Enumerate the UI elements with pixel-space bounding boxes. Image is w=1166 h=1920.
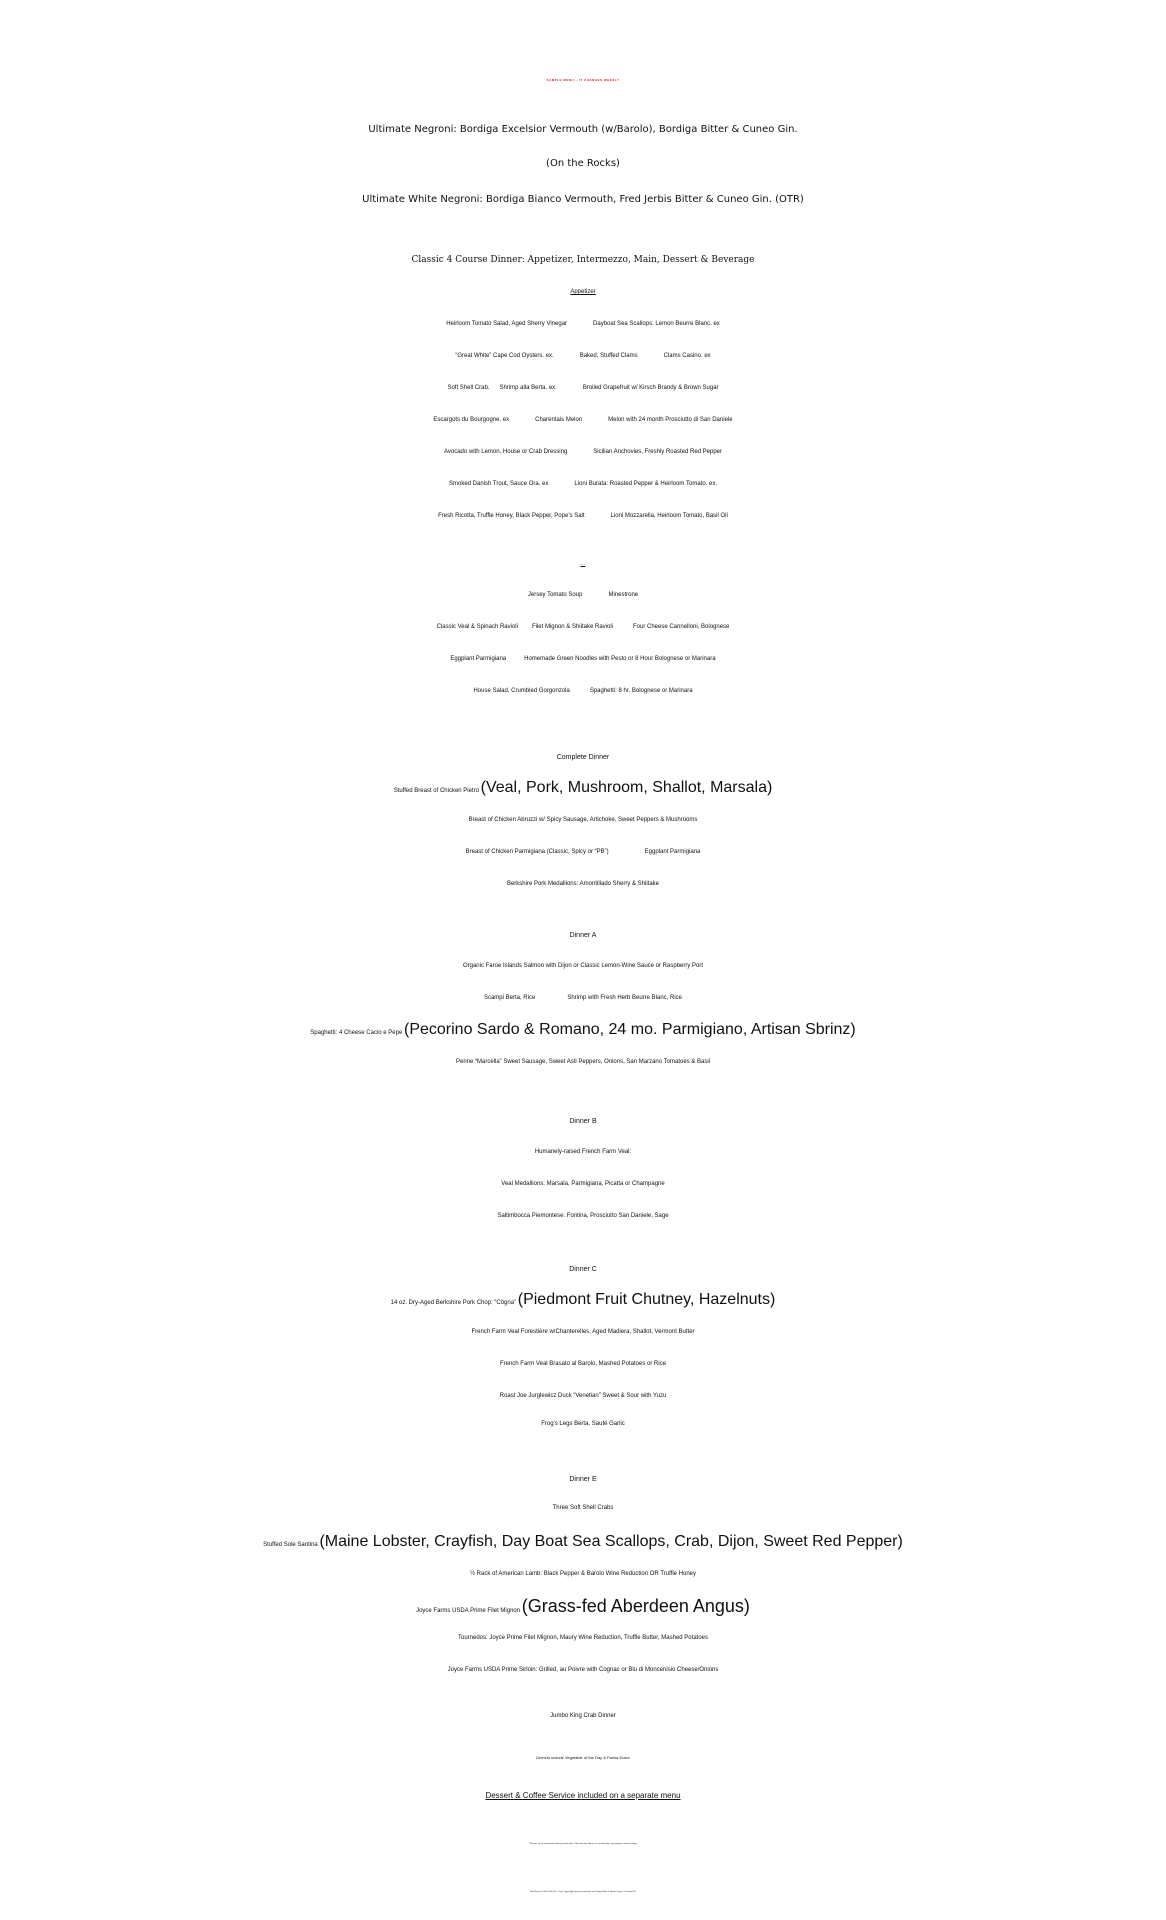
dish-name: Breast of Chicken Parmigiana (Classic, Spicy or “PB”) bbox=[465, 849, 609, 855]
menu-item: Lioni Burata: Roasted Pepper & Heirloom Tomato. ex. bbox=[574, 481, 718, 487]
appetizer-heading: Appetizer bbox=[570, 289, 596, 295]
menu-item: Berkshire Pork Medallions: Amontillado Sherry & Shiitake bbox=[506, 881, 660, 887]
negroni-line-2: (On the Rocks) bbox=[546, 158, 620, 169]
dish-note: (Pecorino Sardo & Romano, 24 mo. Parmigiano, Artisan Sbrinz) bbox=[403, 1021, 856, 1038]
dish-name: 14 oz. Dry-Aged Berkshire Pork Chop: “Cögna” bbox=[390, 1300, 517, 1306]
menu-item: Classic Veal & Spinach Ravioli bbox=[436, 624, 518, 630]
menu-item: Minestrone bbox=[608, 592, 639, 598]
menu-item bbox=[0, 774, 1166, 805]
menu-item: Fresh Ricotta, Truffle Honey, Black Pepper, Pope’s Salt bbox=[438, 513, 585, 519]
menu-item bbox=[0, 1528, 1166, 1559]
appetizer-row bbox=[0, 406, 1166, 434]
dish-name: Eggplant Parmigiana bbox=[644, 849, 701, 855]
menu-item: Soft Shell Crab. bbox=[447, 385, 490, 391]
menu-item: Tournedos: Joyce Prime Filet Mignon, Maury Wine Reduction, Truffle Butter, Mashed Potatoes bbox=[457, 1635, 708, 1641]
negroni-line-1: Ultimate Negroni: Bordiga Excelsior Vermouth (w/Barolo), Bordiga Bitter & Cuneo Gin. bbox=[368, 124, 798, 135]
menu-item: Frog’s Legs Berta, Sauté Garlic bbox=[541, 1421, 625, 1427]
appetizer-row bbox=[0, 502, 1166, 530]
menu-item: Broiled Grapefruit w/ Kirsch Brandy & Brown Sugar bbox=[582, 385, 719, 391]
dessert-coffee-note: Dessert & Coffee Service included on a separate menu bbox=[485, 1791, 681, 1800]
menu-item: Escargots du Bourgogne. ex bbox=[433, 417, 510, 423]
menu-item: Sicilian Anchovies, Freshly Roasted Red Pepper bbox=[593, 449, 723, 455]
sample-menu-notice: SAMPLE MENU – IT CHANGES WEEKLY bbox=[546, 78, 620, 82]
menu-item: Saltimbocca Piemontese: Fontina, Prosciutto San Daniele, Sage bbox=[497, 1213, 669, 1219]
menu-item: French Farm Veal Forestière w/Chanterelles, Aged Madiera, Shallot, Vermont Butter bbox=[471, 1329, 695, 1335]
menu-item: Breast of Chicken Abruzzi w/ Spicy Sausage, Artichoke, Sweet Peppers & Mushrooms bbox=[468, 817, 698, 823]
dish-name: Stuffed Sole Santina bbox=[263, 1542, 318, 1548]
appetizer-row bbox=[0, 310, 1166, 338]
menu-item: “Great White” Cape Cod Oysters. ex. bbox=[455, 353, 554, 359]
service-policy: “Dinners” are for one person and may not be split. Order ala carte. Berta’s, at our discretion, may impose a service charge bbox=[529, 1843, 637, 1845]
menu-item bbox=[0, 838, 1166, 866]
intermezzo-heading: Intermezzo bbox=[580, 565, 586, 566]
dish-name: Scampi Berta, Rice bbox=[483, 995, 536, 1001]
intermezzo-row bbox=[0, 645, 1166, 673]
dinner-b-heading: Dinner B bbox=[569, 1118, 597, 1125]
menu-item: Filet Mignon & Shiitake Ravioli bbox=[531, 624, 613, 630]
menu-item bbox=[0, 1286, 1166, 1317]
complete-dinner-heading: Complete Dinner bbox=[556, 754, 610, 761]
menu-item: Baked, Stuffed Clams bbox=[579, 353, 638, 359]
classic-dinner-title: Classic 4 Course Dinner: Appetizer, Intermezzo, Main, Dessert & Beverage bbox=[411, 255, 755, 265]
dinners-include-note: Dinners include Vegetable of the Day & Farina Dolce bbox=[536, 1755, 630, 1760]
menu-item: Clams Casino. ex bbox=[663, 353, 711, 359]
dish-note: (Veal, Pork, Mushroom, Shallot, Marsala) bbox=[480, 779, 773, 796]
dish-name: Shrimp with Fresh Herb Beurre Blanc, Rice bbox=[567, 995, 683, 1001]
appetizer-row bbox=[0, 470, 1166, 498]
dish-note: (Grass-fed Aberdeen Angus) bbox=[521, 1596, 750, 1616]
menu-item bbox=[0, 1016, 1166, 1047]
appetizer-row bbox=[0, 374, 1166, 402]
menu-item: Spaghetti: 8 hr. Bolognese or Marinara bbox=[589, 688, 693, 694]
dish-name: Joyce Farms USDA Prime Filet Mignon bbox=[416, 1608, 521, 1614]
menu-item: Roast Joe Jurglewicz Duck “Venetian” Sweet & Sour with Yuzu bbox=[499, 1393, 667, 1399]
section-divider bbox=[0, 720, 1166, 738]
intermezzo-row bbox=[0, 677, 1166, 705]
menu-item: Three Soft Shell Crabs bbox=[552, 1505, 614, 1511]
menu-item: Penne “Marcella” Sweet Sausage, Sweet Asti Peppers, Onions, San Marzano Tomatoes & Basil bbox=[455, 1059, 711, 1065]
appetizer-row bbox=[0, 342, 1166, 370]
menu-item: Humanely-raised French Farm Veal: bbox=[534, 1149, 632, 1155]
dinner-c-heading: Dinner C bbox=[569, 1266, 597, 1273]
dinner-a-heading: Dinner A bbox=[569, 932, 597, 939]
dish-note: (Maine Lobster, Crayfish, Day Boat Sea Scallops, Crab, Dijon, Sweet Red Pepper) bbox=[319, 1533, 903, 1550]
menu-item: French Farm Veal Brasato al Barolo, Mashed Potatoes or Rice bbox=[499, 1361, 667, 1367]
menu-item: Melon with 24 month Prosciutto di San Daniele bbox=[608, 417, 733, 423]
jumbo-crab-dinner: Jumbo King Crab Dinner bbox=[550, 1713, 616, 1719]
menu-item: Jersey Tomato Soup bbox=[527, 592, 583, 598]
menu-item: ½ Rack of American Lamb: Black Pepper & Barolo Wine Reduction OR Truffle Honey bbox=[470, 1571, 696, 1577]
menu-item: Organic Faroe Islands Salmon with Dijon or Classic Lemon-Wine Sauce or Raspberry Port bbox=[462, 963, 704, 969]
menu-item: Smoked Danish Trout, Sauce Ora. ex bbox=[448, 481, 549, 487]
intermezzo-row bbox=[0, 581, 1166, 609]
dish-name: Stuffed Breast of Chicken Pietro bbox=[393, 788, 479, 794]
beer-list: New Beer List: New Trail (Pa.) “Crisp” Lager (light, dry & no adjuncts), von Trapp Helles & Vienna Lagers, Czechvar Pils bbox=[530, 1891, 636, 1893]
menu-item: Dayboat Sea Scallops: Lemon Beurre Blanc. ex bbox=[593, 321, 720, 327]
menu-item: Veal Medallions: Marsala, Parmigiana, Picatta or Champagne bbox=[501, 1181, 665, 1187]
dish-name: Spaghetti: 4 Cheese Cacio e Pepe bbox=[310, 1030, 403, 1036]
menu-item: Joyce Farms USDA Prime Sirloin: Grilled, au Poivre with Cognac or Blu di Moncenisio Cheese/Onions bbox=[447, 1667, 719, 1673]
menu-item: Homemade Green Noodles with Pesto or 8 Hour Bolognese or Marinara bbox=[524, 656, 716, 662]
menu-item: Heirloom Tomato Salad, Aged Sherry Vinegar bbox=[446, 321, 568, 327]
menu-item: Eggplant Parmigiana bbox=[450, 656, 507, 662]
menu-item: Charentais Melon bbox=[535, 417, 583, 423]
intermezzo-row bbox=[0, 613, 1166, 641]
menu-item: Lioni Mozzarella, Heirloom Tomato, Basil Oil bbox=[610, 513, 728, 519]
section-divider bbox=[0, 533, 1166, 551]
menu-item: Avocado with Lemon, House or Crab Dressing bbox=[443, 449, 568, 455]
dinner-e-heading: Dinner E bbox=[569, 1476, 597, 1483]
appetizer-row bbox=[0, 438, 1166, 466]
menu-item bbox=[0, 984, 1166, 1012]
white-negroni-line: Ultimate White Negroni: Bordiga Bianco Vermouth, Fred Jerbis Bitter & Cuneo Gin. (OTR) bbox=[362, 194, 804, 205]
menu-item bbox=[0, 1592, 1166, 1625]
menu-item: Four Cheese Cannelloni, Bolognese bbox=[633, 624, 730, 630]
menu-item: House Salad, Crumbled Gorgonzola bbox=[473, 688, 570, 694]
menu-item: Shrimp alla Berta. ex. bbox=[499, 385, 557, 391]
dish-note: (Piedmont Fruit Chutney, Hazelnuts) bbox=[517, 1291, 776, 1308]
